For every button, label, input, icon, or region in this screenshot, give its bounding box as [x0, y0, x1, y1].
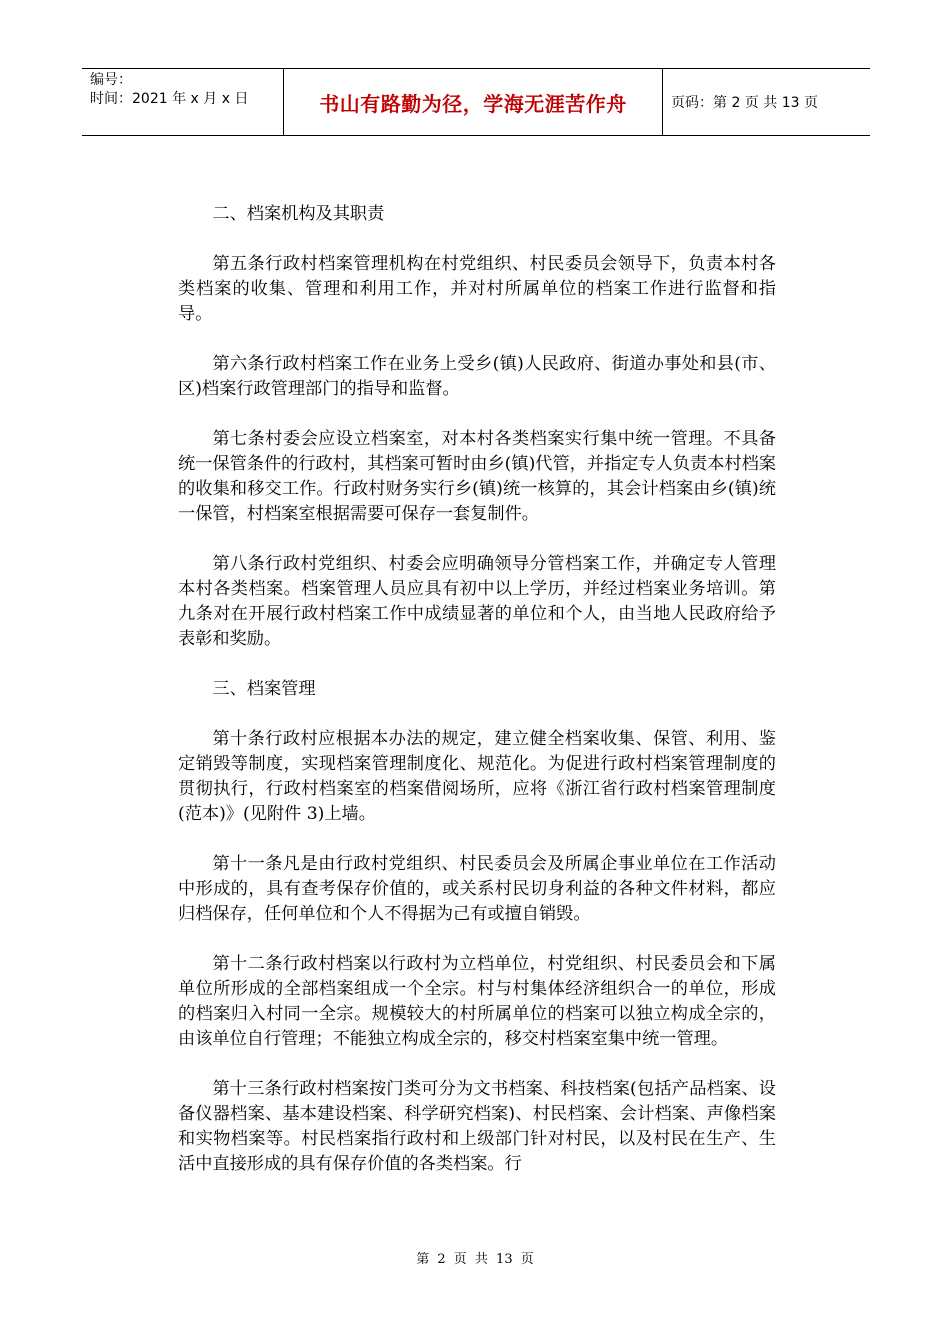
paragraph: 第五条行政村档案管理机构在村党组织、村民委员会领导下，负责本村各类档案的收集、管理和利用工作，并对村所属单位的档案工作进行监督和指导。 [178, 254, 776, 324]
paragraph: 第十一条凡是由行政村党组织、村民委员会及所属企事业单位在工作活动中形成的，具有查考保存价值的，或关系村民切身利益的各种文件材料，都应归档保存，任何单位和个人不得据为己有或擅自销毁。 [178, 854, 776, 924]
paragraph: 第十条行政村应根据本办法的规定，建立健全档案收集、保管、利用、鉴定销毁等制度，实现档案管理制度化、规范化。为促进行政村档案管理制度的贯彻执行，行政村档案室的档案借阅场所，应将《浙江省行政村档案管理制度(范本)》(见附件 3)上墙。 [178, 729, 776, 824]
paragraph: 第七条村委会应设立档案室，对本村各类档案实行集中统一管理。不具备统一保管条件的行政村，其档案可暂时由乡(镇)代管，并指定专人负责本村档案的收集和移交工作。行政村财务实行乡(镇)统一核算的，其会计档案由乡(镇)统一保管，村档案室根据需要可保存一套复制件。 [178, 429, 776, 524]
document-body [178, 202, 776, 1202]
document-date-label: 时间：2021 年 x 月 x 日 [90, 91, 249, 107]
paragraph: 第十三条行政村档案按门类可分为文书档案、科技档案(包括产品档案、设备仪器档案、基本建设档案、科学研究档案)、村民档案、会计档案、声像档案和实物档案等。村民档案指行政村和上级部门针对村民，以及村民在生产、生活中直接形成的具有保存价值的各类档案。行 [178, 1079, 776, 1174]
paragraph: 第八条行政村党组织、村委会应明确领导分管档案工作，并确定专人管理本村各类档案。档案管理人员应具有初中以上学历，并经过档案业务培训。第九条对在开展行政村档案工作中成绩显著的单位和个人，由当地人民政府给予表彰和奖励。 [178, 554, 776, 649]
header-motto: 书山有路勤为径，学海无涯苦作舟 [319, 91, 627, 116]
header-motto-cell [283, 69, 663, 135]
paragraph: 第十二条行政村档案以行政村为立档单位，村党组织、村民委员会和下属单位所形成的全部档案组成一个全宗。村与村集体经济组织合一的单位，形成的档案归入村同一全宗。规模较大的村所属单位的档案可以独立构成全宗的，由该单位自行管理；不能独立构成全宗的，移交村档案室集中统一管理。 [178, 954, 776, 1049]
document-number-label: 编号： [90, 72, 132, 88]
page-header [82, 68, 870, 136]
page-footer [0, 1248, 950, 1267]
footer-page-number: 第 2 页 共 13 页 [416, 1252, 534, 1267]
section-heading: 二、档案机构及其职责 [212, 204, 385, 224]
header-page-number: 页码：第 2 页 共 13 页 [671, 95, 818, 111]
header-meta [82, 69, 283, 135]
section-heading: 三、档案管理 [212, 679, 316, 699]
header-page-info [663, 69, 870, 135]
paragraph: 第六条行政村档案工作在业务上受乡(镇)人民政府、街道办事处和县(市、区)档案行政管理部门的指导和监督。 [178, 354, 776, 399]
